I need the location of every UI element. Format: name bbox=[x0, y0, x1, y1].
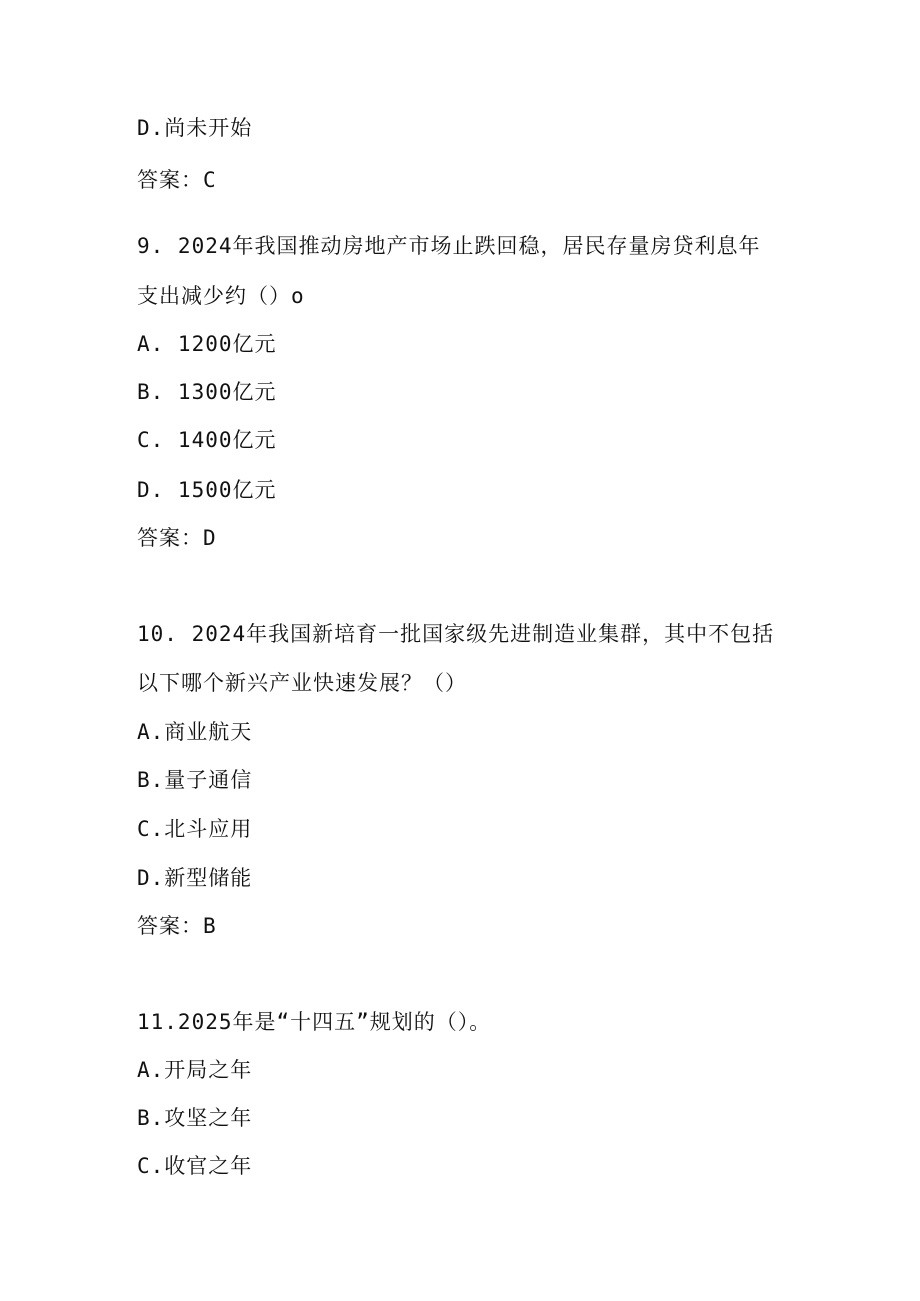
q11-stem: 11.2025年是“十四五”规划的（）。 bbox=[137, 1010, 492, 1034]
q10-stem-line1: 10. 2024年我国新培育一批国家级先进制造业集群，其中不包括 bbox=[137, 622, 775, 646]
q8-answer: 答案：C bbox=[137, 168, 217, 192]
q11-option-b: B.攻坚之年 bbox=[137, 1106, 253, 1130]
q10-option-a: A.商业航天 bbox=[137, 720, 253, 744]
q9-answer: 答案：D bbox=[137, 526, 217, 550]
q9-option-b: B. 1300亿元 bbox=[137, 380, 277, 404]
q8-option-d: D.尚未开始 bbox=[137, 116, 253, 140]
q10-option-d: D.新型储能 bbox=[137, 866, 253, 890]
q9-stem-line2: 支出减少约（）o bbox=[137, 284, 305, 308]
q10-option-b: B.量子通信 bbox=[137, 768, 253, 792]
q10-option-c: C.北斗应用 bbox=[137, 817, 253, 841]
q11-option-c: C.收官之年 bbox=[137, 1154, 253, 1178]
q10-stem-line2: 以下哪个新兴产业快速发展？（） bbox=[137, 671, 467, 695]
q9-stem-line1: 9. 2024年我国推动房地产市场止跌回稳，居民存量房贷利息年 bbox=[137, 234, 761, 258]
q9-option-d: D. 1500亿元 bbox=[137, 478, 277, 502]
q9-option-a: A. 1200亿元 bbox=[137, 332, 277, 356]
q9-option-c: C. 1400亿元 bbox=[137, 428, 277, 452]
q11-option-a: A.开局之年 bbox=[137, 1058, 253, 1082]
q10-answer: 答案：B bbox=[137, 914, 217, 938]
